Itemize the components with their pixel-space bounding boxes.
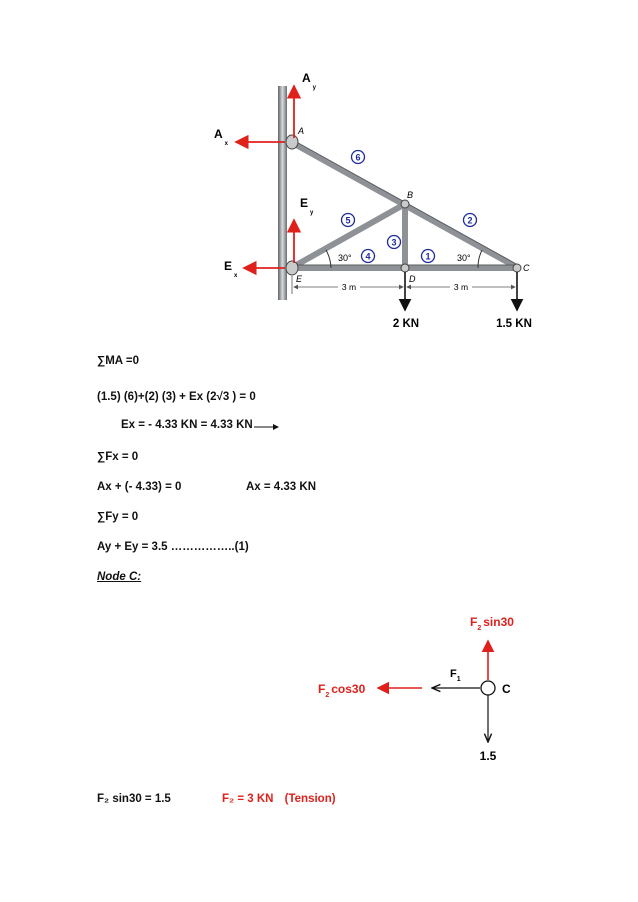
angle-right-label: 30° (457, 253, 471, 263)
svg-text:1: 1 (425, 251, 431, 262)
joint-d (401, 264, 409, 272)
reaction-ey-label: $E_y$ (300, 196, 314, 216)
angle-left-label: 30° (338, 253, 352, 263)
eq-moment: (1.5) (6)+(2) (3) + Ex (2√3 ) = 0 (97, 391, 256, 403)
joint-a (286, 135, 298, 149)
svg-text:3: 3 (391, 237, 397, 248)
eq-sum-fy: ∑Fy = 0 (97, 511, 139, 523)
result-state: (Tension) (284, 793, 336, 805)
dim-left-label: 3 m (341, 282, 357, 292)
result-answer (222, 793, 336, 805)
result-value: F₂ = 3 KN (222, 793, 274, 805)
right-arrow-icon (254, 420, 280, 430)
eq-fy: Ay + Ey = 3.5 ……………..(1) (97, 541, 249, 553)
f1-label: $F_1$ (450, 668, 461, 683)
svg-text:5: 5 (345, 215, 351, 226)
truss-diagram (0, 0, 638, 340)
node-d-label: D (409, 274, 416, 284)
result-equation: F₂ sin30 = 1.5 (97, 793, 171, 805)
f2-cos-label: $F_2$ cos30 (318, 682, 366, 699)
load-c-label: 1.5 KN (496, 318, 532, 330)
eq-sum-fx: ∑Fx = 0 (97, 451, 139, 463)
node-a-label: A (298, 126, 305, 136)
dim-right-label: 3 m (453, 282, 469, 292)
joint-c (513, 264, 521, 272)
f2-sin-label: $F_2$ sin30 (470, 615, 514, 632)
load-label: 1.5 (479, 749, 497, 763)
node-c-title: Node C: (97, 571, 142, 583)
node-c-label: C (523, 263, 530, 273)
joint-e (286, 261, 298, 275)
node-e-label: E (296, 274, 303, 284)
eq-fx: Ax + (- 4.33) = 0 (97, 481, 182, 493)
node-c-circle (481, 681, 495, 695)
node-b-label: B (407, 190, 414, 200)
eq-sum-moment: ∑MA =0 (97, 355, 139, 367)
eq-ex-result: Ex = - 4.33 KN = 4.33 KN (121, 419, 280, 431)
svg-text:6: 6 (355, 152, 361, 163)
joint-b (401, 200, 409, 208)
load-d-label: 2 KN (392, 318, 420, 330)
eq-ax-result: Ax = 4.33 KN (246, 481, 316, 493)
svg-text:2: 2 (467, 215, 473, 226)
reaction-ax-label: $A_x$ (214, 127, 229, 147)
svg-text:4: 4 (365, 251, 371, 262)
node-c-fbd (300, 605, 540, 770)
reaction-ex-label: $E_x$ (224, 259, 238, 279)
reaction-ay-label: $A_y$ (302, 71, 317, 91)
node-c-fbd-label: C (502, 682, 511, 696)
